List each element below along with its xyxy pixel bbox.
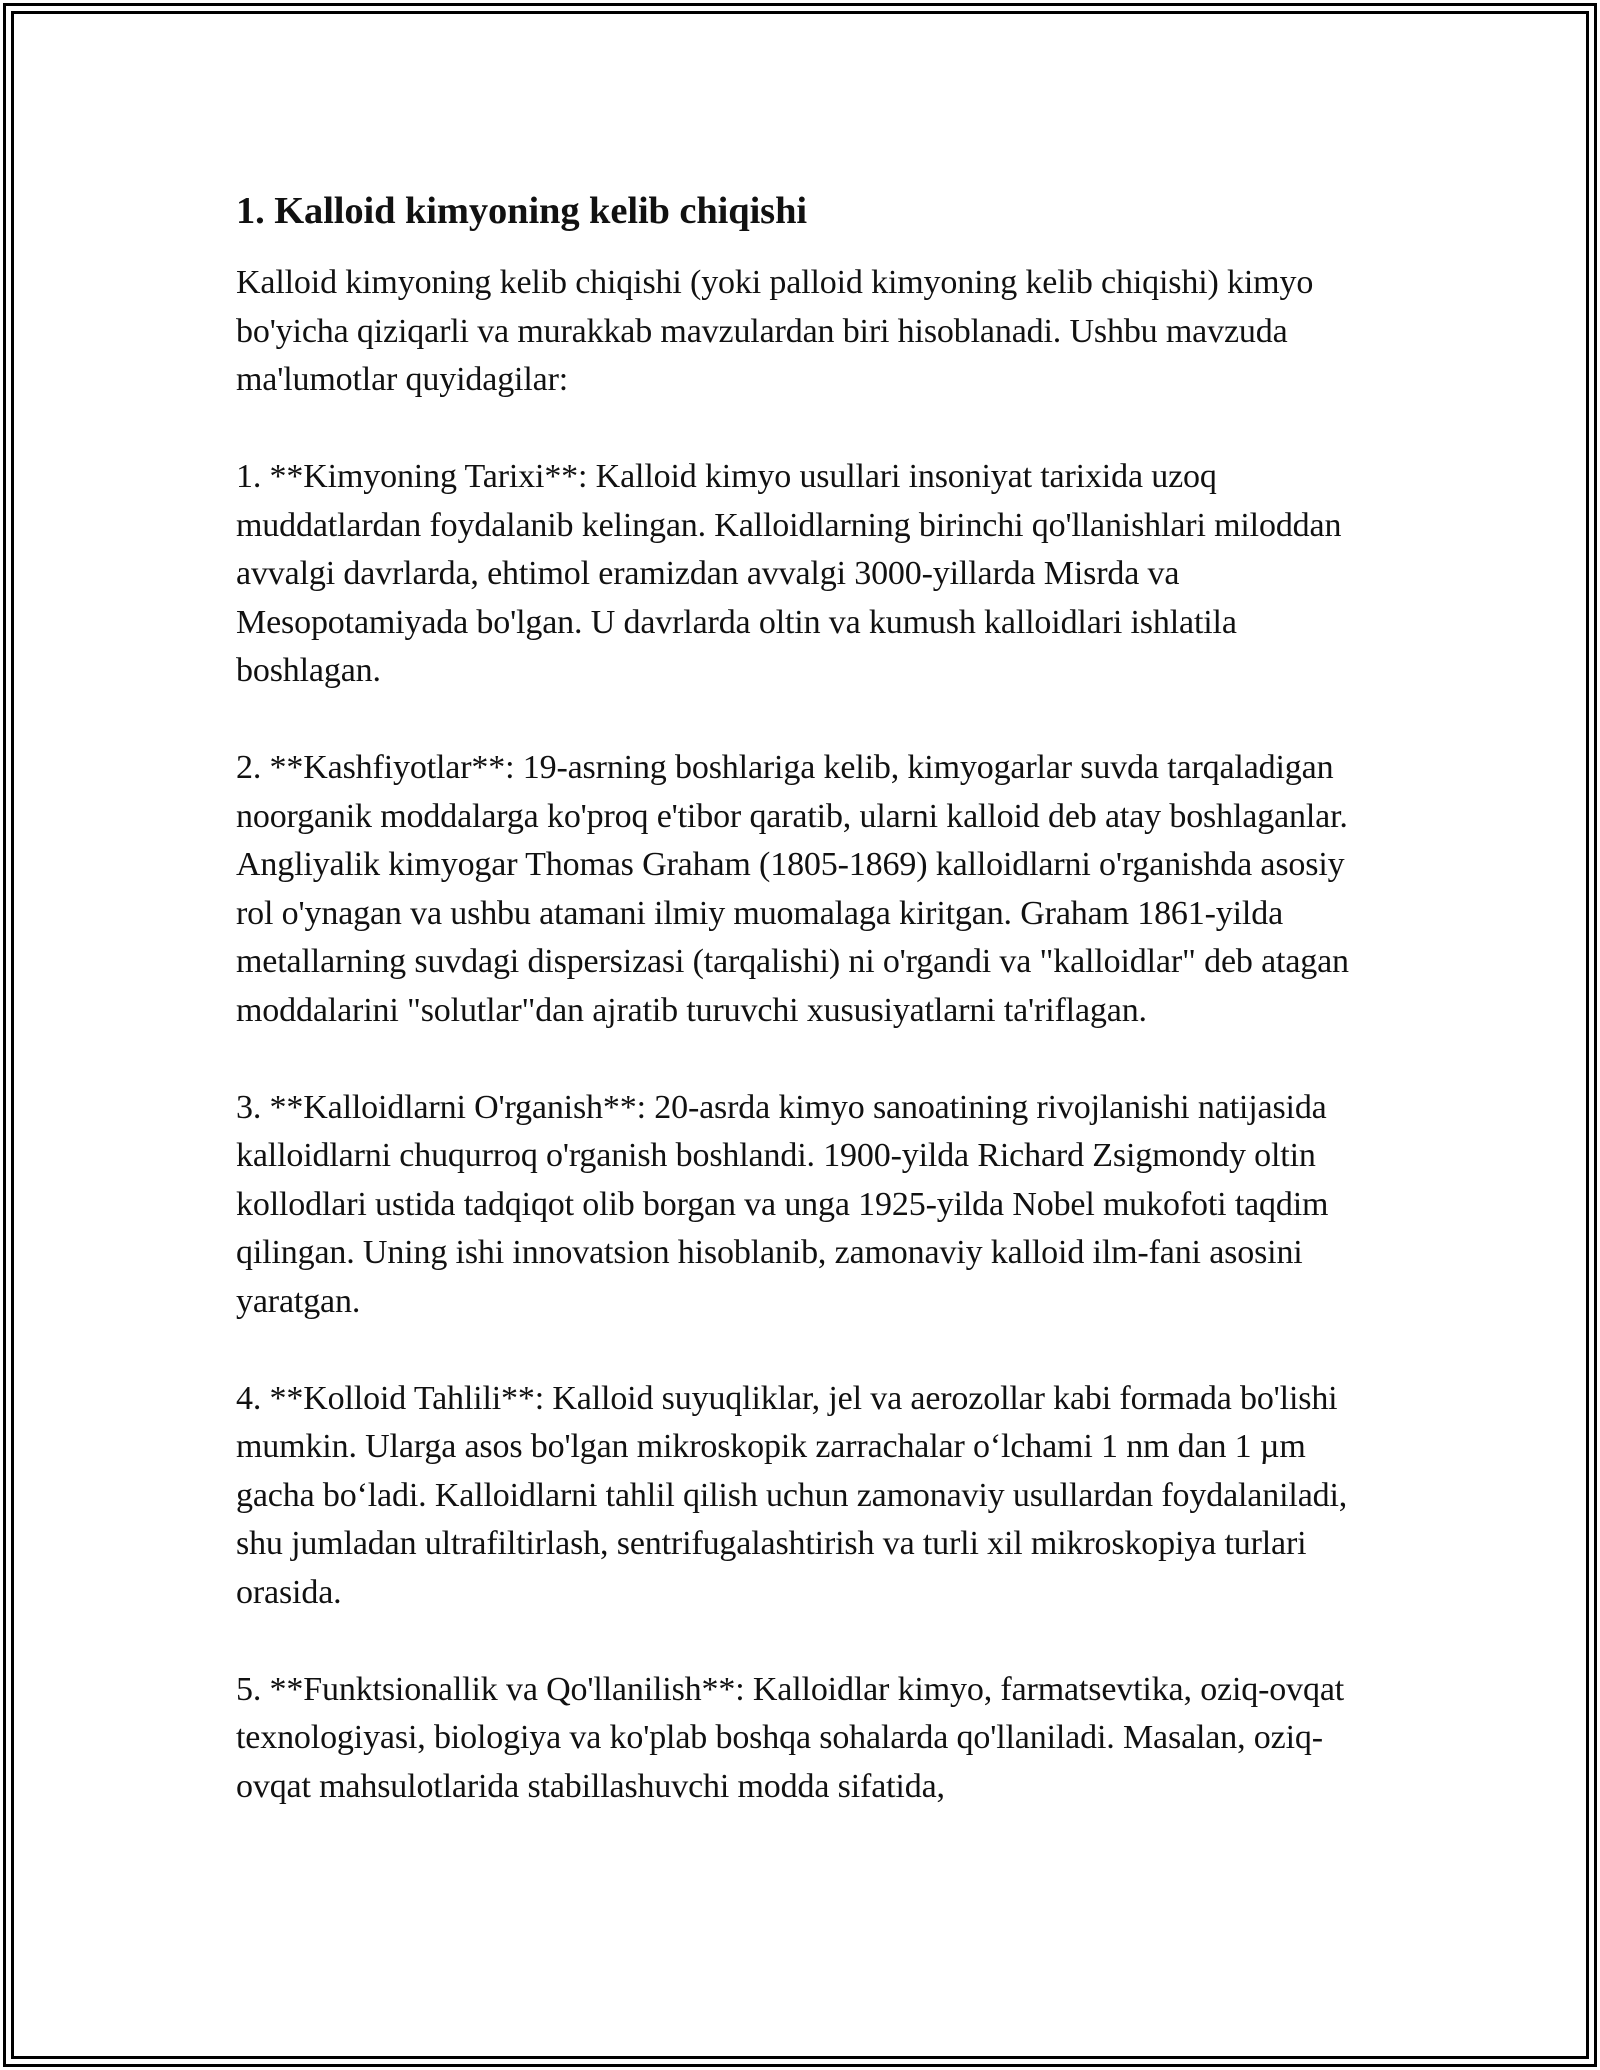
intro-paragraph: Kalloid kimyoning kelib chiqishi (yoki palloid kimyoning kelib chiqishi) kimyo bo'yicha qiziqarli va murakkab mavzulardan biri hisoblanadi. Ushbu mavzuda ma'lumotlar quyidagilar: bbox=[236, 264, 1314, 398]
paragraph-discoveries: 2. **Kashfiyotlar**: 19-asrning boshlariga kelib, kimyogarlar suvda tarqaladigan noorganik moddalarga ko'proq e'tibor qaratib, ularni kalloid deb atay boshlaganlar. Angliyalik kimyogar Thomas Graham (1805-1869) kalloidlarni o'rganishda asosiy rol o'ynagan va ushbu atamani ilmiy muomalaga kiritgan. Graham 1861-yilda metallarning suvdagi dispersizasi (tarqalishi) ni o'rgandi va "kalloidlar" deb atagan moddalarini "solutlar"dan ajratib turuvchi xususiyatlarni ta'riflagan. bbox=[236, 749, 1349, 1029]
paragraph-study: 3. **Kalloidlarni O'rganish**: 20-asrda kimyo sanoatining rivojlanishi natijasida kalloidlarni chuqurroq o'rganish boshlandi. 1900-yilda Richard Zsigmondy oltin kollodlari ustida tadqiqot olib borgan va unga 1925-yilda Nobel mukofoti taqdim qilingan. Uning ishi innovatsion hisoblanib, zamonaviy kalloid ilm-fani asosini yaratgan. bbox=[236, 1088, 1329, 1320]
paragraph-history: 1. **Kimyoning Tarixi**: Kalloid kimyo usullari insoniyat tarixida uzoq muddatlardan foydalanib kelingan. Kalloidlarning birinchi qo'llanishlari miloddan avvalgi davrlarda, ehtimol eramizdan avvalgi 3000-yillarda Misrda va Mesopotamiyada bo'lgan. U davrlarda oltin va kumush kalloidlari ishlatila boshlagan. bbox=[236, 458, 1342, 689]
paragraph-applications: 5. **Funktsionallik va Qo'llanilish**: Kalloidlar kimyo, farmatsevtika, oziq-ovqat texnologiyasi, biologiya va ko'plab boshqa sohalarda qo'llaniladi. Masalan, oziq-ovqat mahsulotlarida stabillashuvchi modda sifatida, bbox=[236, 1670, 1345, 1805]
section-title: 1. Kalloid kimyoning kelib chiqishi bbox=[236, 190, 807, 232]
paragraph-analysis: 4. **Kolloid Tahlili**: Kalloid suyuqliklar, jel va aerozollar kabi formada bo'lishi mumkin. Ularga asos bo'lgan mikroskopik zarrachalar oʻlchami 1 nm dan 1 µm gacha boʻladi. Kalloidlarni tahlil qilish uchun zamonaviy usullardan foydalaniladi, shu jumladan ultrafiltirlash, sentrifugalashtirish va turli xil mikroskopiya turlari orasida. bbox=[236, 1379, 1348, 1611]
document-body bbox=[236, 186, 1386, 1811]
